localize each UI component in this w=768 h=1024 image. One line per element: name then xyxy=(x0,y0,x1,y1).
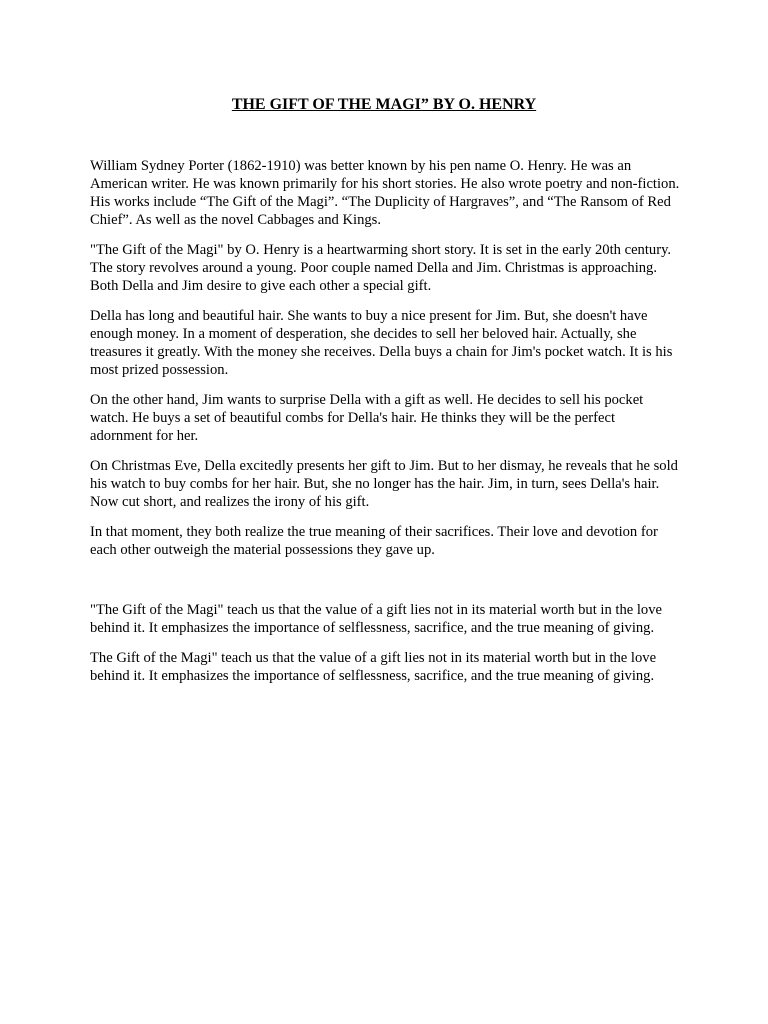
paragraph-moral-1: "The Gift of the Magi" teach us that the value of a gift lies not in its material worth but in the love behind it. It emphasizes the importance of selflessness, sacrifice, and the true meaning of giving. xyxy=(90,602,663,636)
paragraph-realization: In that moment, they both realize the true meaning of their sacrifices. Their love and devotion for each other outweigh the material possessions they gave up. xyxy=(90,524,658,558)
paragraph-della-gift: Della has long and beautiful hair. She wants to buy a nice present for Jim. But, she doesn't have enough money. In a moment of desperation, she decides to sell her beloved hair. Actually, she treasures it greatly. With the money she receives. Della buys a chain for Jim's pocket watch. It is his most prized possession. xyxy=(90,308,673,378)
paragraph-moral-2: The Gift of the Magi" teach us that the value of a gift lies not in its material worth but in the love behind it. It emphasizes the importance of selflessness, sacrifice, and the true meaning of giving. xyxy=(90,650,657,684)
document-title: THE GIFT OF THE MAGI” BY O. HENRY xyxy=(231,96,537,113)
document-body xyxy=(90,157,680,697)
paragraph-story-intro: "The Gift of the Magi" by O. Henry is a heartwarming short story. It is set in the early 20th century. The story revolves around a young. Poor couple named Della and Jim. Christmas is approaching. Both Della and Jim desire to give each other a special gift. xyxy=(90,242,672,294)
paragraph-christmas-eve: On Christmas Eve, Della excitedly presents her gift to Jim. But to her dismay, he reveals that he sold his watch to buy combs for her hair. But, she no longer has the hair. Jim, in turn, sees Della's hair. Now cut short, and realizes the irony of his gift. xyxy=(90,458,678,510)
paragraph-jim-gift: On the other hand, Jim wants to surprise Della with a gift as well. He decides to sell his pocket watch. He buys a set of beautiful combs for Della's hair. He thinks they will be the perfect adornment for her. xyxy=(90,392,644,444)
paragraph-author-bio: William Sydney Porter (1862-1910) was better known by his pen name O. Henry. He was an American writer. He was known primarily for his short stories. He also wrote poetry and non-fiction. His works include “The Gift of the Magi”. “The Duplicity of Hargraves”, and “The Ransom of Red Chief”. As well as the novel Cabbages and Kings. xyxy=(90,158,680,228)
